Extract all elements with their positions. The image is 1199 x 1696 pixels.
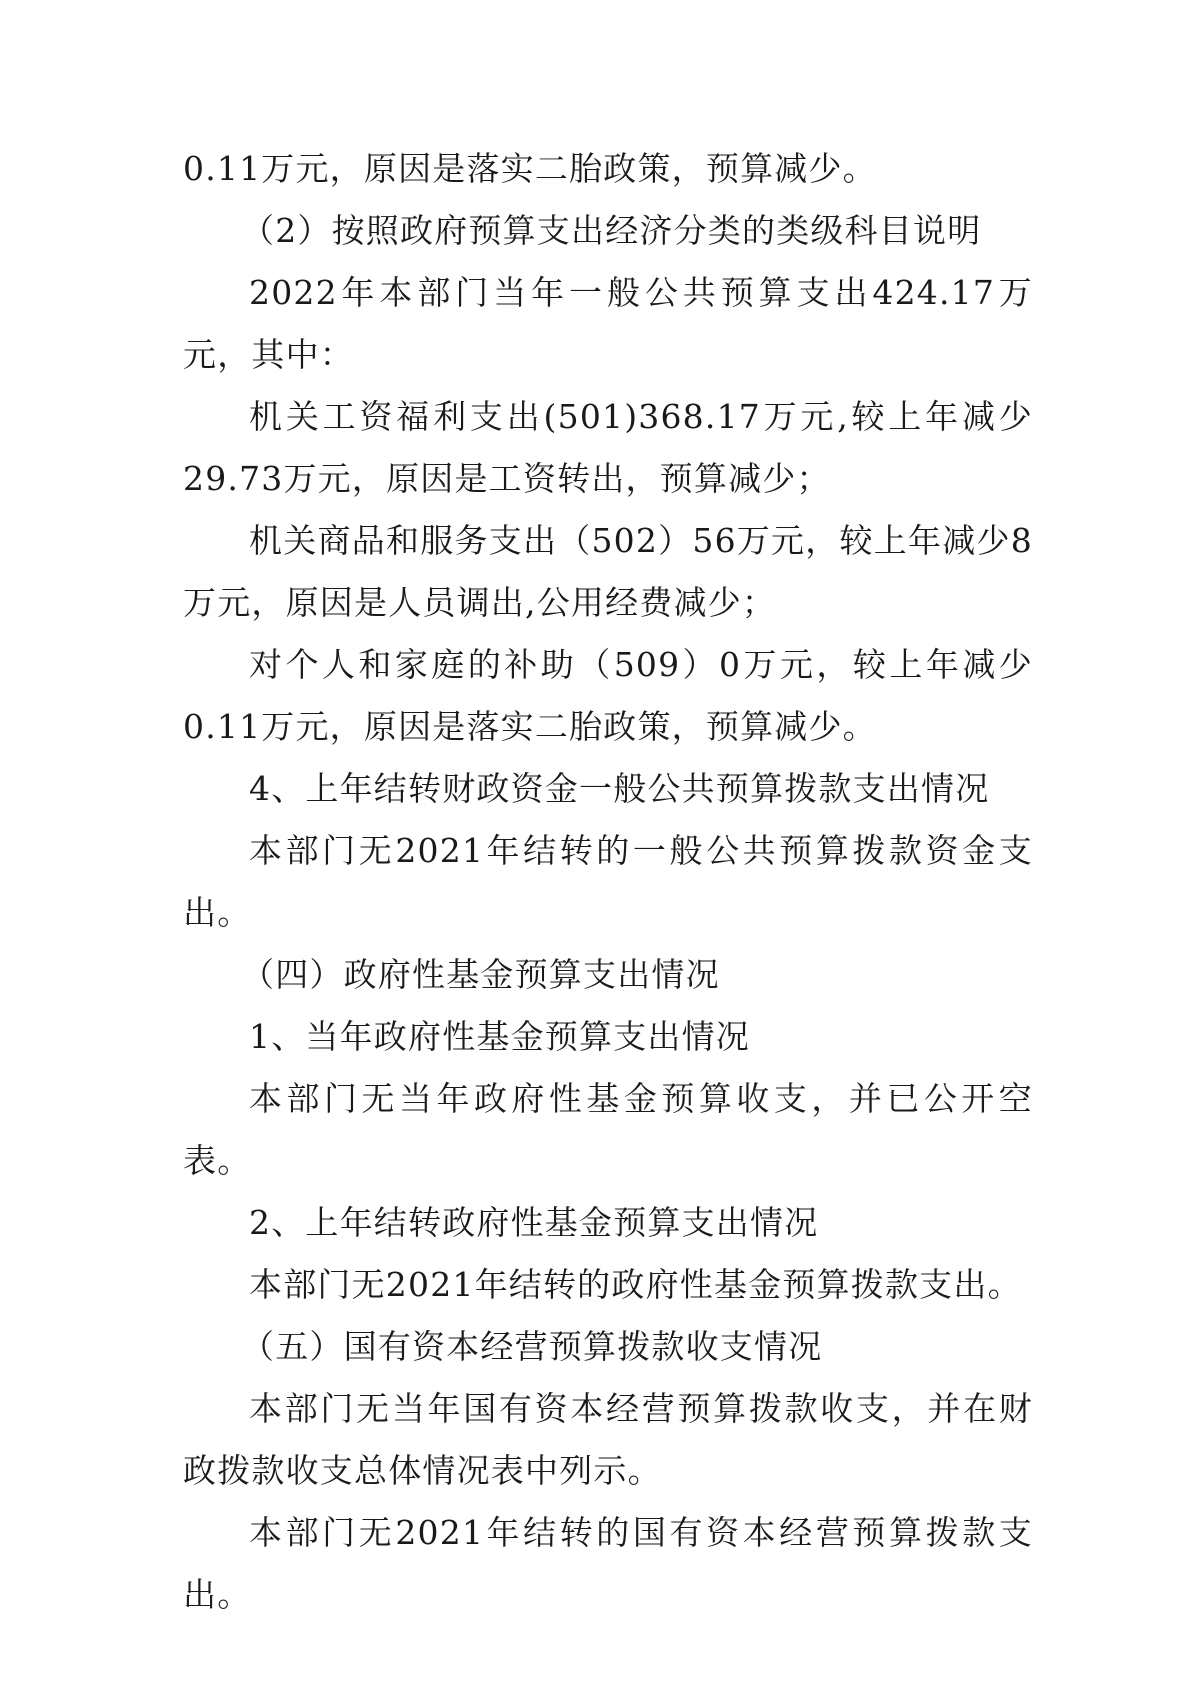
paragraph-no-state-capital-current: 本部门无当年国有资本经营预算拨款收支，并在财政拨款收支总体情况表中列示。: [183, 1389, 1033, 1490]
paragraph-no-fund-current: 本部门无当年政府性基金预算收支，并已公开空表。: [183, 1079, 1033, 1180]
paragraph-wages-welfare: 机关工资福利支出(501)368.17万元,较上年减少29.73万元，原因是工资转出，预算减少；: [183, 397, 1033, 498]
document-body: [183, 138, 1033, 1626]
section-heading-government-fund: （四）政府性基金预算支出情况: [241, 955, 720, 994]
heading-prior-year-carryover: 4、上年结转财政资金一般公共预算拨款支出情况: [249, 769, 990, 808]
paragraph-no-state-capital-carryover: 本部门无2021年结转的国有资本经营预算拨款支出。: [183, 1513, 1033, 1614]
paragraph-no-carryover-general: 本部门无2021年结转的一般公共预算拨款资金支出。: [183, 831, 1033, 932]
section-heading-state-capital: （五）国有资本经营预算拨款收支情况: [241, 1327, 823, 1366]
paragraph-household-subsidy: 对个人和家庭的补助（509）0万元，较上年减少0.11万元，原因是落实二胎政策，预算减少。: [183, 645, 1033, 746]
heading-current-year-fund: 1、当年政府性基金预算支出情况: [249, 1017, 750, 1056]
paragraph-goods-services: 机关商品和服务支出（502）56万元，较上年减少8万元，原因是人员调出,公用经费减少；: [183, 521, 1033, 622]
paragraph-continuation: 0.11万元，原因是落实二胎政策，预算减少。: [183, 149, 877, 188]
heading-prior-year-fund: 2、上年结转政府性基金预算支出情况: [249, 1203, 819, 1242]
paragraph-total-expenditure: 2022年本部门当年一般公共预算支出424.17万元，其中：: [183, 273, 1033, 374]
subheading-economic-classification: （2）按照政府预算支出经济分类的类级科目说明: [241, 211, 982, 250]
paragraph-no-fund-carryover: 本部门无2021年结转的政府性基金预算拨款支出。: [249, 1265, 1022, 1304]
